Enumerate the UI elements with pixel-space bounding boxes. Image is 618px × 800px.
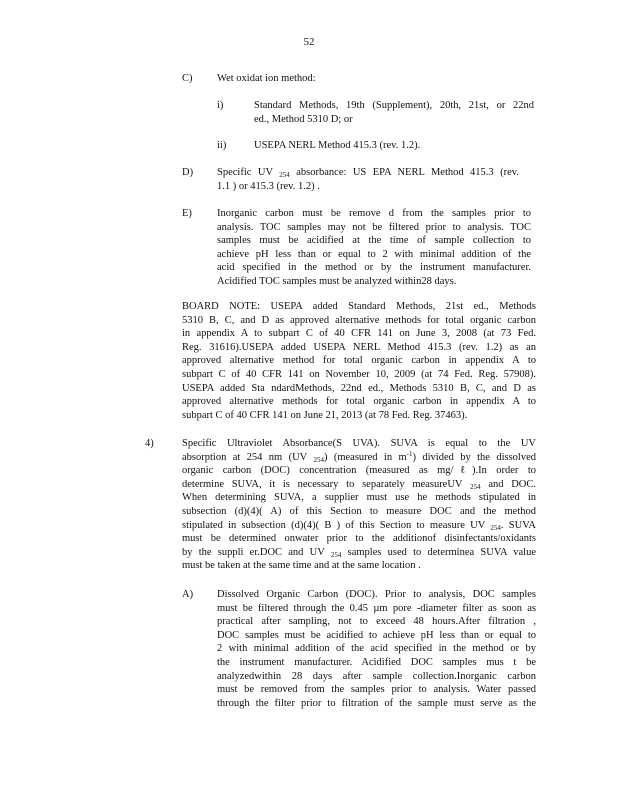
item-e-line: acid specified in the method or by the instrument manufacturer. [217, 262, 531, 274]
item-c-sub-i-line: ed., Method 5310 D; or [254, 113, 353, 125]
item-4-line7-sub: 254 [490, 523, 501, 532]
item-4-line9-a: by the suppli er.DOC and UV [182, 546, 325, 558]
item-c-heading: Wet oxidat ion method: [217, 73, 316, 84]
item-4a-paragraph [217, 588, 536, 710]
board-note-line: USEPA added Sta ndardMethods, 22nd ed., Methods 5310 B, C, and D as [182, 382, 536, 394]
item-4-line2-b: ) (measured in m [323, 451, 407, 463]
item-c-sub-i-label: i) [217, 100, 224, 111]
item-4-line [182, 546, 536, 560]
item-4a-line: DOC samples must be acidified to achieve pH less than or equal to [217, 629, 536, 641]
item-d-line: 1.1 ) or 415.3 (rev. 1.2) . [217, 180, 320, 192]
board-note-line: approved alternative method for total organic carbon in appendix A to [182, 355, 536, 367]
item-4a-line: 2 with minimal addition of the acid specified in the method or by [217, 643, 536, 655]
page-number: 52 [303, 36, 315, 48]
item-c-sub-i-line: Standard Methods, 19th (Supplement), 20th, 21st, or 22nd [254, 100, 534, 111]
item-e-line: samples must be acidified at the time of sample collection to [217, 235, 531, 247]
board-note-line: subpart C of 40 CFR 141 on November 10, 2009 (at 74 Fed. Reg. 57908). [182, 368, 536, 380]
item-e-label: E) [182, 208, 192, 219]
item-d-line1-sub: 254 [279, 171, 290, 179]
item-4-line [182, 451, 536, 465]
item-4a-line: Dissolved Organic Carbon (DOC). Prior to analysis, DOC samples [217, 589, 536, 600]
item-d-text [217, 166, 519, 193]
item-4a-line: the instrument manufacturer. Acidified DOC samples mus t be [217, 656, 536, 668]
board-note-line: approved alternative methods for total organic carbon in appendix A to [182, 396, 536, 408]
board-note-line: 5310 B, C, and D as approved alternative methods for total organic carbon [182, 314, 536, 326]
item-c-sub-ii-label: ii) [217, 140, 227, 151]
item-4-line4-sub: 254 [470, 482, 481, 491]
item-4-paragraph [182, 437, 536, 573]
item-4-line7-a: stipulated in subsection (d)(4)( B ) of this Section to measure UV [182, 519, 486, 531]
item-e-paragraph [217, 207, 531, 289]
item-4-line: must be determined onwater prior to the additionof disinfectants/oxidants [182, 533, 536, 545]
board-note [182, 300, 536, 422]
item-4-line2-c: ) divided by the dissolved [412, 451, 537, 463]
item-d-line1-post: absorbance: US EPA NERL Method 415.3 (rev. [296, 167, 519, 178]
item-4-line9-b: samples used to determinea SUVA value [347, 546, 537, 558]
item-4-line2-sub: 254 [313, 455, 324, 464]
item-4a-line: must be filtered through the 0.45 µm pore -diameter filter as soon as [217, 602, 536, 614]
item-e-line: Inorganic carbon must be remove d from the samples prior to [217, 208, 531, 219]
item-e-line: achieve pH less than or equal to 2 with minimal addition of the [217, 248, 531, 260]
board-note-line: subpart C of 40 CFR 141 on June 21, 2013 (at 78 Fed. Reg. 37463). [182, 409, 468, 421]
item-d-line1-pre: Specific UV [217, 167, 273, 178]
item-4-line2-a: absorption at 254 nm (UV [182, 451, 308, 463]
item-4a-line: through the filter prior to filtration of the sample must serve as the [217, 697, 536, 709]
item-d-line [217, 166, 519, 180]
item-4-line [182, 478, 536, 492]
item-4-line: must be taken at the same time and at the same location . [182, 560, 421, 572]
item-4-line: subsection (d)(4)( A) of this Section to measure DOC and the method [182, 505, 536, 517]
item-c-label: C) [182, 73, 193, 84]
item-4-line7-b: . SUVA [500, 519, 537, 531]
board-note-line: in appendix A to subpart C of 40 CFR 141 on June 3, 2008 (at 73 Fed. [182, 328, 536, 340]
item-4-line: Specific Ultraviolet Absorbance(S UVA). SUVA is equal to the UV [182, 438, 536, 449]
item-4-line: When determining SUVA, a supplier must use he methods stipulated in [182, 492, 536, 504]
item-4a-label: A) [182, 589, 194, 600]
item-c-sub-i-text [254, 99, 534, 126]
item-4-line9-sub: 254 [330, 550, 342, 559]
item-4-line2-sup: -1 [406, 449, 413, 458]
item-e-line: Acidified TOC samples must be analyzed within28 days. [217, 275, 457, 287]
board-note-line: BOARD NOTE: USEPA added Standard Methods, 21st ed., Methods [182, 301, 536, 312]
board-note-line: Reg. 31616).USEPA added USEPA NERL Method 415.3 (rev. 1.2) as an [182, 341, 536, 353]
item-d-label: D) [182, 167, 194, 178]
item-4a-line: practical after sampling, not to exceed 48 hours.After filtration , [217, 616, 536, 628]
item-4a-line: analyzedwithin 28 days after sample collection.Inorganic carbon [217, 670, 536, 682]
item-4-line: organic carbon (DOC) concentration (measured as mg/ℓ).In order to [182, 465, 536, 477]
item-4-line [182, 519, 536, 533]
item-4-label: 4) [145, 438, 154, 449]
item-e-line: analysis. TOC samples may not be filtered prior to analysis. TOC [217, 221, 531, 233]
item-4a-line: must be removed from the samples prior to analysis. Water passed [217, 684, 536, 696]
item-c-sub-ii-text: USEPA NERL Method 415.3 (rev. 1.2). [254, 140, 421, 151]
item-4-line4-a: determine SUVA, it is necessary to separately measureUV [182, 478, 463, 490]
item-4-line4-b: and DOC. [488, 478, 537, 490]
